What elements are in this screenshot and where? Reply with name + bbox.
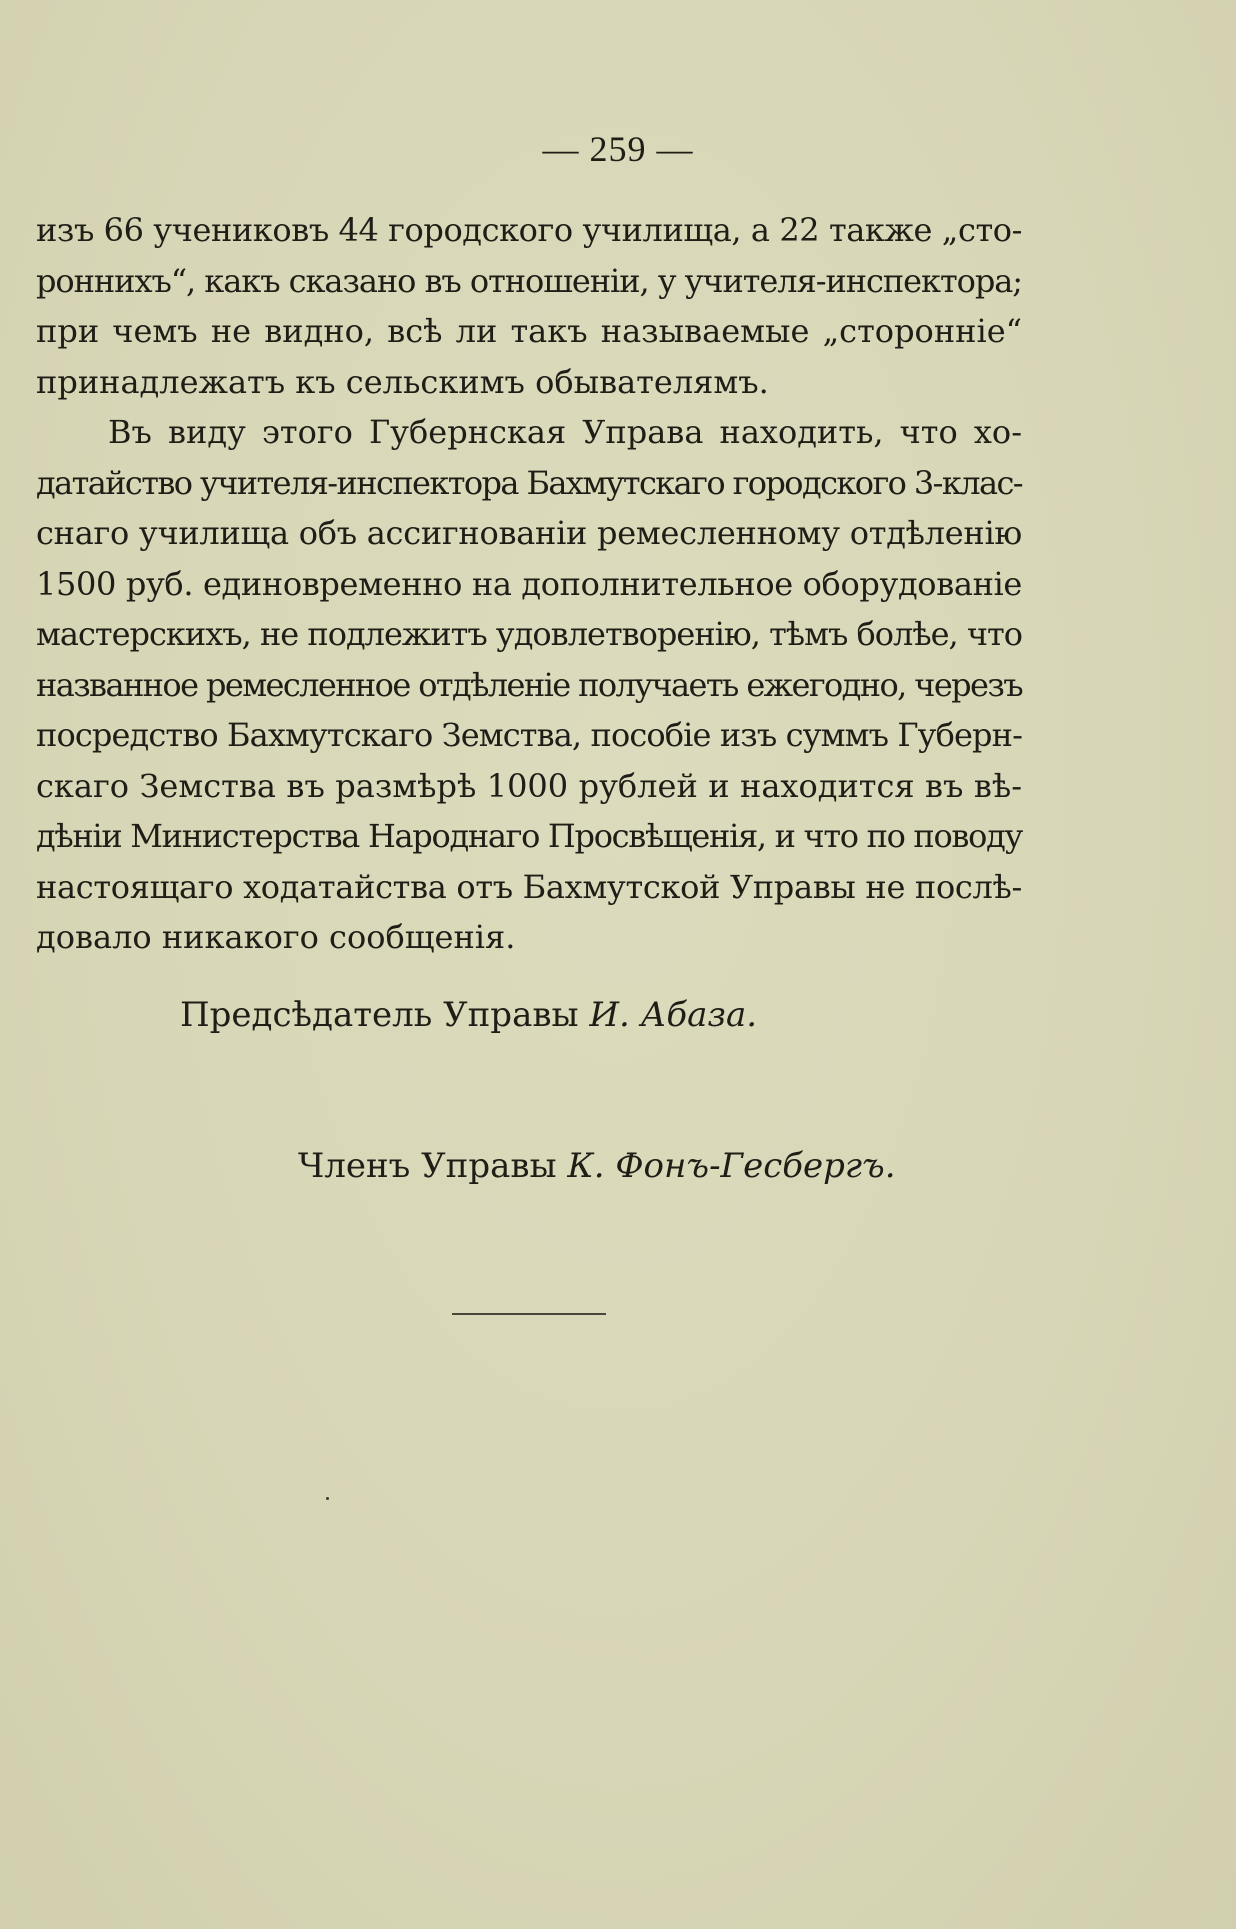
- text-line: довало никакого сообщенія.: [36, 918, 516, 956]
- page-number: — 259 —: [542, 129, 694, 169]
- body-text: [36, 205, 1022, 963]
- text-line: роннихъ“, какъ сказано въ отношеніи, у учителя-инспектора;: [36, 261, 1023, 300]
- ink-speck: [326, 1497, 329, 1500]
- text-line: при чемъ не видно, всѣ ли такъ называемые „сторонніе“: [36, 312, 1022, 350]
- text-line: посредство Бахмутскаго Земства, пособіе изъ суммъ Губерн-: [36, 716, 1023, 754]
- text-line: изъ 66 учениковъ 44 городского училища, а 22 также „сто-: [36, 211, 1023, 249]
- text-line: датайство учителя-инспектора Бахмутскаго городского 3-клас-: [36, 463, 1023, 502]
- member-name: К. Фонъ-Гесбергъ.: [567, 1146, 896, 1186]
- closing-rule: [452, 1313, 606, 1315]
- text-line: скаго Земства въ размѣрѣ 1000 рублей и находится въ вѣ-: [36, 766, 1022, 805]
- chairman-signature: [180, 995, 757, 1035]
- text-line: настоящаго ходатайства отъ Бахмутской Управы не послѣ-: [36, 867, 1023, 906]
- paragraph-1: [36, 205, 1022, 407]
- text-line: названное ремесленное отдѣленіе получаеть ежегодно, черезъ: [36, 665, 1022, 704]
- member-signature: [298, 1146, 896, 1186]
- chairman-name: И. Абаза.: [589, 995, 758, 1035]
- text-line: принадлежатъ къ сельскимъ обывателямъ.: [36, 362, 769, 401]
- chairman-title: Предсѣдатель Управы: [180, 995, 579, 1035]
- text-line: 1500 руб. единовременно на дополнительное оборудованіе: [36, 564, 1023, 603]
- text-line: мастерскихъ, не подлежитъ удовлетворенію, тѣмъ болѣе, что: [36, 615, 1023, 653]
- paragraph-2: [36, 407, 1022, 963]
- member-title: Членъ Управы: [298, 1146, 557, 1186]
- text-line: снаго училища объ ассигнованіи ремесленному отдѣленію: [36, 514, 1023, 552]
- text-line: дѣніи Министерства Народнаго Просвѣщенія, и что по поводу: [36, 817, 1023, 855]
- text-line: Въ виду этого Губернская Управа находить, что хо-: [108, 413, 1022, 451]
